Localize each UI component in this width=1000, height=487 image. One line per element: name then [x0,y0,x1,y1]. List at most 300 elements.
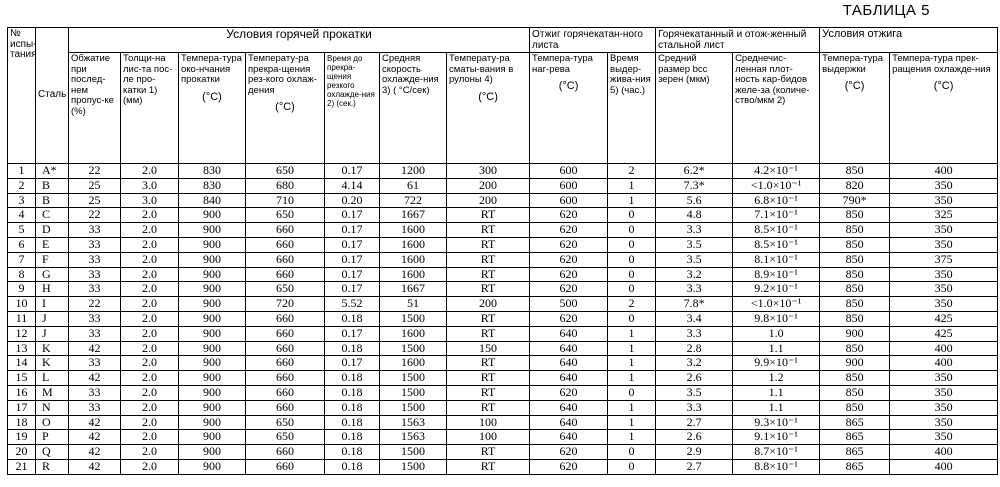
table-cell: 200 [447,193,530,208]
table-cell: 850 [820,311,890,326]
table-cell: RT [447,459,530,474]
table-cell: 33 [69,356,121,371]
table-cell: 1.1 [733,400,820,415]
header-group-hot-rolling: Условия горячей прокатки [69,28,530,53]
table-cell: J [36,311,69,326]
column-header [246,53,325,164]
table-cell: 1600 [380,267,447,282]
table-cell: 500 [530,297,608,312]
table-row [8,311,998,326]
table-cell: 640 [530,371,608,386]
table-cell: 19 [8,430,36,445]
table-cell: 900 [179,445,246,460]
table-cell: 51 [380,297,447,312]
table-row [8,430,998,445]
table-cell: 1.1 [733,341,820,356]
table-cell: 900 [179,459,246,474]
table-cell: 850 [820,208,890,223]
table-cell: K [36,341,69,356]
column-header-label: Темпера-тура прек-ращения охлажде-ния [892,53,991,75]
table-cell: 1 [608,193,656,208]
table-cell: 2.0 [121,164,179,179]
table-row [8,341,998,356]
table-cell: 650 [246,415,325,430]
table-row [8,208,998,223]
table-row [8,356,998,371]
column-header [820,53,890,164]
table-cell: 1563 [380,415,447,430]
table-cell: 2.0 [121,400,179,415]
table-cell: 0 [608,459,656,474]
table-cell: 200 [447,297,530,312]
table-cell: K [36,356,69,371]
column-header-unit: (°C) [933,80,954,92]
table-cell: 0.18 [325,371,380,386]
table-cell: 350 [890,193,998,208]
column-header-label: Темпера-тура око-нчания прокатки [181,53,242,85]
table-cell: 100 [447,430,530,445]
table-cell: RT [447,311,530,326]
table-cell: 0.18 [325,415,380,430]
table-row [8,297,998,312]
table-cell: 1 [8,164,36,179]
table-cell: 11 [8,311,36,326]
table-cell: 850 [820,164,890,179]
table-cell: 3.3 [656,223,733,238]
table-cell: 3.0 [121,178,179,193]
table-cell: 660 [246,223,325,238]
table-cell: 600 [530,193,608,208]
table-cell: 8.7×10⁻¹ [733,445,820,460]
column-header-label: Среднечис-ленная плот-ность кар-бидов желе-за (количе-ство/мкм 2) [735,53,810,106]
table-cell: B [36,193,69,208]
column-header-unit: (°C) [275,101,295,113]
table-cell: 1 [608,178,656,193]
table-cell: 0.18 [325,459,380,474]
table-cell: 850 [820,341,890,356]
table-cell: C [36,208,69,223]
table-row [8,193,998,208]
table-cell: 350 [890,282,998,297]
table-cell: 850 [820,282,890,297]
table-cell: 850 [820,252,890,267]
table-cell: 18 [8,415,36,430]
table-cell: RT [447,237,530,252]
table-cell: 375 [890,252,998,267]
table-cell: 660 [246,326,325,341]
table-row [8,267,998,282]
table-cell: 640 [530,326,608,341]
table-cell: 710 [246,193,325,208]
table-cell: 150 [447,341,530,356]
table-cell: 900 [179,415,246,430]
table-cell: 0.17 [325,208,380,223]
table-cell: 2.0 [121,223,179,238]
table-cell: 1 [608,415,656,430]
table-cell: 680 [246,178,325,193]
table-cell: 620 [530,445,608,460]
table-cell: 350 [890,430,998,445]
table-cell: 9 [8,282,36,297]
table-cell: 620 [530,311,608,326]
table-cell: 660 [246,459,325,474]
table-cell: 1600 [380,237,447,252]
column-header [656,53,733,164]
table-cell: 1 [608,371,656,386]
table-cell: 0.17 [325,223,380,238]
table-cell: 6 [8,237,36,252]
column-header-label: Средний размер bcc зерен (мкм) [658,53,710,85]
table-cell: 0.17 [325,237,380,252]
table-cell: 650 [246,282,325,297]
table-cell: 2.7 [656,459,733,474]
table-cell: 640 [530,400,608,415]
table-cell: 0.18 [325,385,380,400]
table-row [8,326,998,341]
table-cell: 33 [69,400,121,415]
table-cell: 42 [69,371,121,386]
table-cell: 2 [8,178,36,193]
table-cell: 42 [69,415,121,430]
table-cell: 3.4 [656,311,733,326]
table-cell: 2 [608,297,656,312]
table-cell: 350 [890,371,998,386]
table-cell: 2.0 [121,311,179,326]
table-cell: RT [447,400,530,415]
table-cell: 2.0 [121,297,179,312]
table-cell: 22 [69,164,121,179]
table-cell: 900 [179,341,246,356]
column-header [121,53,179,164]
table-cell: 1500 [380,371,447,386]
table-cell: 720 [246,297,325,312]
table-cell: 15 [8,371,36,386]
table-cell: 865 [820,430,890,445]
table-cell: 8.5×10⁻¹ [733,223,820,238]
table-cell: 1.2 [733,371,820,386]
table-cell: 0.17 [325,326,380,341]
table-cell: 0 [608,282,656,297]
table-row [8,459,998,474]
table-cell: 3.5 [656,252,733,267]
table-row [8,164,998,179]
table-cell: 820 [820,178,890,193]
table-cell: 620 [530,223,608,238]
table-cell: 1667 [380,208,447,223]
table-row [8,178,998,193]
table-cell: 8.8×10⁻¹ [733,459,820,474]
table-cell: 7.3* [656,178,733,193]
table-cell: 325 [890,208,998,223]
table-cell: 4.8 [656,208,733,223]
table-cell: 1500 [380,311,447,326]
table-cell: 640 [530,430,608,445]
column-header [530,53,608,164]
table-cell: 350 [890,237,998,252]
header-steel: Сталь [36,28,69,164]
table-cell: 1 [608,356,656,371]
column-header-unit: (°C) [558,80,579,92]
table-cell: 900 [820,356,890,371]
table-cell: 3.5 [656,385,733,400]
table-cell: 0.17 [325,164,380,179]
table-cell: 620 [530,252,608,267]
table-cell: 8.5×10⁻¹ [733,237,820,252]
column-header-unit: (°C) [844,80,865,92]
column-header-unit: (°C) [478,90,498,103]
table-cell: 100 [447,415,530,430]
table-cell: M [36,385,69,400]
table-cell: 425 [890,326,998,341]
table-cell: 17 [8,400,36,415]
column-header-label: Темпера-тура выдержки [822,53,883,75]
table-cell: 33 [69,385,121,400]
header-group-anneal-conditions: Условия отжига [820,28,998,53]
table-cell: 600 [530,178,608,193]
table-row [8,371,998,386]
table-cell: 1600 [380,356,447,371]
table-cell: N [36,400,69,415]
table-cell: 900 [179,267,246,282]
table-cell: F [36,252,69,267]
table-cell: 21 [8,459,36,474]
table-cell: 2.0 [121,445,179,460]
column-header [733,53,820,164]
table-cell: 0.17 [325,267,380,282]
table-cell: 33 [69,311,121,326]
column-header [447,53,530,164]
table-cell: 620 [530,282,608,297]
table-cell: D [36,223,69,238]
table-cell: 1500 [380,341,447,356]
table-cell: 7 [8,252,36,267]
table-cell: 350 [890,400,998,415]
table-cell: 865 [820,445,890,460]
column-header [179,53,246,164]
table-cell: 840 [179,193,246,208]
table-cell: 33 [69,326,121,341]
table-cell: 2.9 [656,445,733,460]
results-table [7,27,998,475]
column-header [380,53,447,164]
table-cell: 2.6 [656,371,733,386]
table-cell: RT [447,445,530,460]
table-cell: 900 [179,237,246,252]
table-cell: 2.0 [121,252,179,267]
table-cell: 600 [530,164,608,179]
table-cell: 0.20 [325,193,380,208]
table-cell: 22 [69,297,121,312]
table-cell: 620 [530,459,608,474]
table-cell: 3.0 [121,193,179,208]
table-cell: 0.17 [325,252,380,267]
table-cell: 2.7 [656,415,733,430]
table-cell: 0 [608,445,656,460]
table-cell: 2.0 [121,208,179,223]
table-cell: 865 [820,459,890,474]
table-cell: 650 [246,430,325,445]
table-cell: 33 [69,252,121,267]
table-cell: 900 [179,252,246,267]
table-caption: ТАБЛИЦА 5 [842,2,930,19]
table-cell: 640 [530,415,608,430]
table-cell: 4 [8,208,36,223]
table-cell: 900 [179,297,246,312]
table-cell: 3.5 [656,237,733,252]
table-cell: 900 [820,326,890,341]
table-cell: 640 [530,341,608,356]
table-cell: 16 [8,385,36,400]
table-cell: 2.6 [656,430,733,445]
table-cell: 350 [890,297,998,312]
table-cell: 660 [246,267,325,282]
table-cell: E [36,237,69,252]
table-cell: 1 [608,341,656,356]
column-header-label: Температу-ра прекра-щения рез-кого охлаж-дения [248,53,317,96]
table-cell: 5 [8,223,36,238]
column-header-label: Обжатие при послед-нем пропус-ке (%) [71,53,114,117]
table-row [8,400,998,415]
table-cell: 0.17 [325,356,380,371]
table-cell: 900 [179,282,246,297]
table-cell: 350 [890,178,998,193]
table-cell: 850 [820,371,890,386]
table-cell: 0.18 [325,400,380,415]
table-cell: 8 [8,267,36,282]
table-cell: L [36,371,69,386]
table-cell: 850 [820,237,890,252]
header-group-anneal-sheet: Отжиг горячекатан-ного листа [530,28,656,53]
table-cell: O [36,415,69,430]
header-test-number: № испы-тания [8,28,36,164]
table-cell: 2.0 [121,385,179,400]
column-header-label: Время выдер-жива-ния 5) (час.) [610,53,651,96]
table-cell: H [36,282,69,297]
table-cell: 12 [8,326,36,341]
column-header-label: Время до прекра-щения резкого охлажде-ния 2) (сек.) [327,54,375,108]
table-cell: 350 [890,223,998,238]
table-cell: 900 [179,430,246,445]
table-cell: 10 [8,297,36,312]
table-cell: 660 [246,311,325,326]
table-cell: 900 [179,356,246,371]
table-cell: 2.8 [656,341,733,356]
table-cell: 660 [246,341,325,356]
table-cell: 13 [8,341,36,356]
table-cell: 400 [890,445,998,460]
table-cell: <1.0×10⁻¹ [733,178,820,193]
table-cell: 0 [608,223,656,238]
table-cell: 620 [530,385,608,400]
table-cell: I [36,297,69,312]
column-header-unit: (°C) [202,90,222,103]
table-cell: 660 [246,385,325,400]
table-cell: 790* [820,193,890,208]
table-cell: 620 [530,208,608,223]
table-cell: 0.17 [325,282,380,297]
table-cell: 2.0 [121,371,179,386]
header-group-steel-sheet: Горячекатанный и отож-женный стальной лист [656,28,820,53]
table-cell: 0 [608,208,656,223]
table-cell: 900 [179,371,246,386]
table-cell: 1600 [380,223,447,238]
table-cell: 4.14 [325,178,380,193]
table-cell: 3 [8,193,36,208]
table-cell: P [36,430,69,445]
table-cell: 660 [246,445,325,460]
table-cell: 900 [179,400,246,415]
table-cell: 2.0 [121,267,179,282]
table-cell: 2.0 [121,326,179,341]
table-cell: 400 [890,164,998,179]
table-cell: 2.0 [121,341,179,356]
table-row [8,252,998,267]
table-cell: 0 [608,385,656,400]
table-cell: 0 [608,237,656,252]
table-cell: 660 [246,371,325,386]
table-cell: 14 [8,356,36,371]
table-row [8,385,998,400]
table-cell: 42 [69,445,121,460]
table-cell: 25 [69,193,121,208]
table-cell: 3.3 [656,400,733,415]
table-cell: 6.8×10⁻¹ [733,193,820,208]
table-cell: 33 [69,237,121,252]
table-cell: 300 [447,164,530,179]
table-cell: 350 [890,415,998,430]
table-cell: 2.0 [121,430,179,445]
table-cell: A* [36,164,69,179]
table-cell: 900 [179,208,246,223]
table-cell: RT [447,282,530,297]
column-header [608,53,656,164]
table-cell: 900 [179,326,246,341]
table-cell: RT [447,371,530,386]
table-cell: RT [447,223,530,238]
table-cell: 1.0 [733,326,820,341]
table-cell: RT [447,385,530,400]
column-header-label: Темпера-тура наг-рева [532,53,593,75]
table-cell: 1500 [380,459,447,474]
table-cell: 350 [890,385,998,400]
table-row [8,237,998,252]
table-cell: 0 [608,311,656,326]
table-cell: RT [447,356,530,371]
table-cell: 830 [179,164,246,179]
column-header [69,53,121,164]
table-cell: 0.18 [325,341,380,356]
table-cell: 7.8* [656,297,733,312]
table-cell: 3.2 [656,267,733,282]
table-cell: 200 [447,178,530,193]
table-cell: J [36,326,69,341]
table-cell: 1600 [380,326,447,341]
table-cell: 61 [380,178,447,193]
table-cell: 33 [69,282,121,297]
table-row [8,445,998,460]
table-cell: 0.18 [325,445,380,460]
table-cell: 9.1×10⁻¹ [733,430,820,445]
table-cell: 620 [530,267,608,282]
table-cell: 850 [820,223,890,238]
table-cell: 9.3×10⁻¹ [733,415,820,430]
table-cell: RT [447,267,530,282]
table-cell: 660 [246,252,325,267]
table-cell: RT [447,252,530,267]
table-cell: 650 [246,208,325,223]
table-cell: 2.0 [121,356,179,371]
table-cell: 850 [820,400,890,415]
